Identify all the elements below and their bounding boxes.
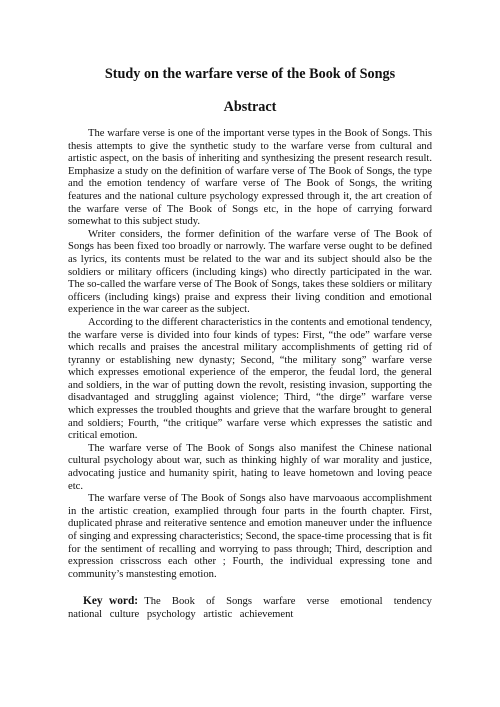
abstract-body (68, 128, 432, 581)
paper-title: Study on the warfare verse of the Book of Songs (104, 66, 396, 82)
keywords-terms: The Book of Songs warfare verse emotional tendency national culture psychology artistic achievement (68, 596, 432, 620)
keywords-label: Key word: (83, 595, 139, 607)
abstract-paragraph: The warfare verse of The Book of Songs also have marvoaous accomplishment in the artistic creation, examplied through four parts in the fourth chapter. First, duplicated phrase and reiterative sentence and emotion maneuver under the influence of singing and expressing characteristics; Second, the space-time processing that is fit for the sentiment of recalling and worrying to pass through; Third, description and expression crisscross each other ; Fourth, the individual expressing tone and community’s manstesting emotion. (68, 493, 432, 580)
abstract-paragraph: The warfare verse of The Book of Songs also manifest the Chinese national cultural psychology about war, such as thinking highly of war morality and justice, advocating justice and humanity spirit, hating to leave hometown and loving peace etc. (68, 442, 432, 492)
keywords-section (68, 595, 432, 621)
abstract-paragraph: The warfare verse is one of the important verse types in the Book of Songs. This thesis attempts to give the synthetic study to the warfare verse from cultural and artistic aspect, on the basis of inheriting and synthesizing the present research result. Emphasize a study on the definition of warfare verse of The Book of Songs, the type and the emotion tendency of warfare verse of The Book of Songs, the writing features and the national culture psychology expressed through it, the art creation of the warfare verse of The Book of Songs etc, in the hope of carrying forward somewhat to this subject study. (68, 128, 432, 228)
abstract-paragraph: According to the different characteristics in the contents and emotional tendency, the warfare verse is divided into four kinds of types: First, “the ode” warfare verse which recalls and praises the ancestral military accomplishments of getting rid of tyranny or establishing new dynasty; Second, “the military song” warfare verse which expresses emotional experience of the emperor, the feudal lord, the general and soldiers, in the war of putting down the revolt, resisting invasion, supporting the disadvantaged and struggling against violence; Third, “the dirge” warfare verse which expresses the troubled thoughts and grieve that the warfare brought to general and soldiers; Fourth, “the critique” warfare verse which expresses the satistic and critical emotion. (68, 316, 432, 442)
abstract-paragraph: Writer considers, the former definition of the warfare verse of The Book of Songs has been fixed too broadly or narrowly. The warfare verse ought to be defined as lyrics, its contents must be related to the war and its subject should also be the soldiers or military officers (including kings) who directly participated in the war. The so-called the warfare verse of The Book of Songs, takes these soldiers or military officers (including kings) praise and express their living condition and emotional experience in the war career as the subject. (68, 228, 432, 316)
abstract-heading: Abstract (223, 99, 277, 115)
